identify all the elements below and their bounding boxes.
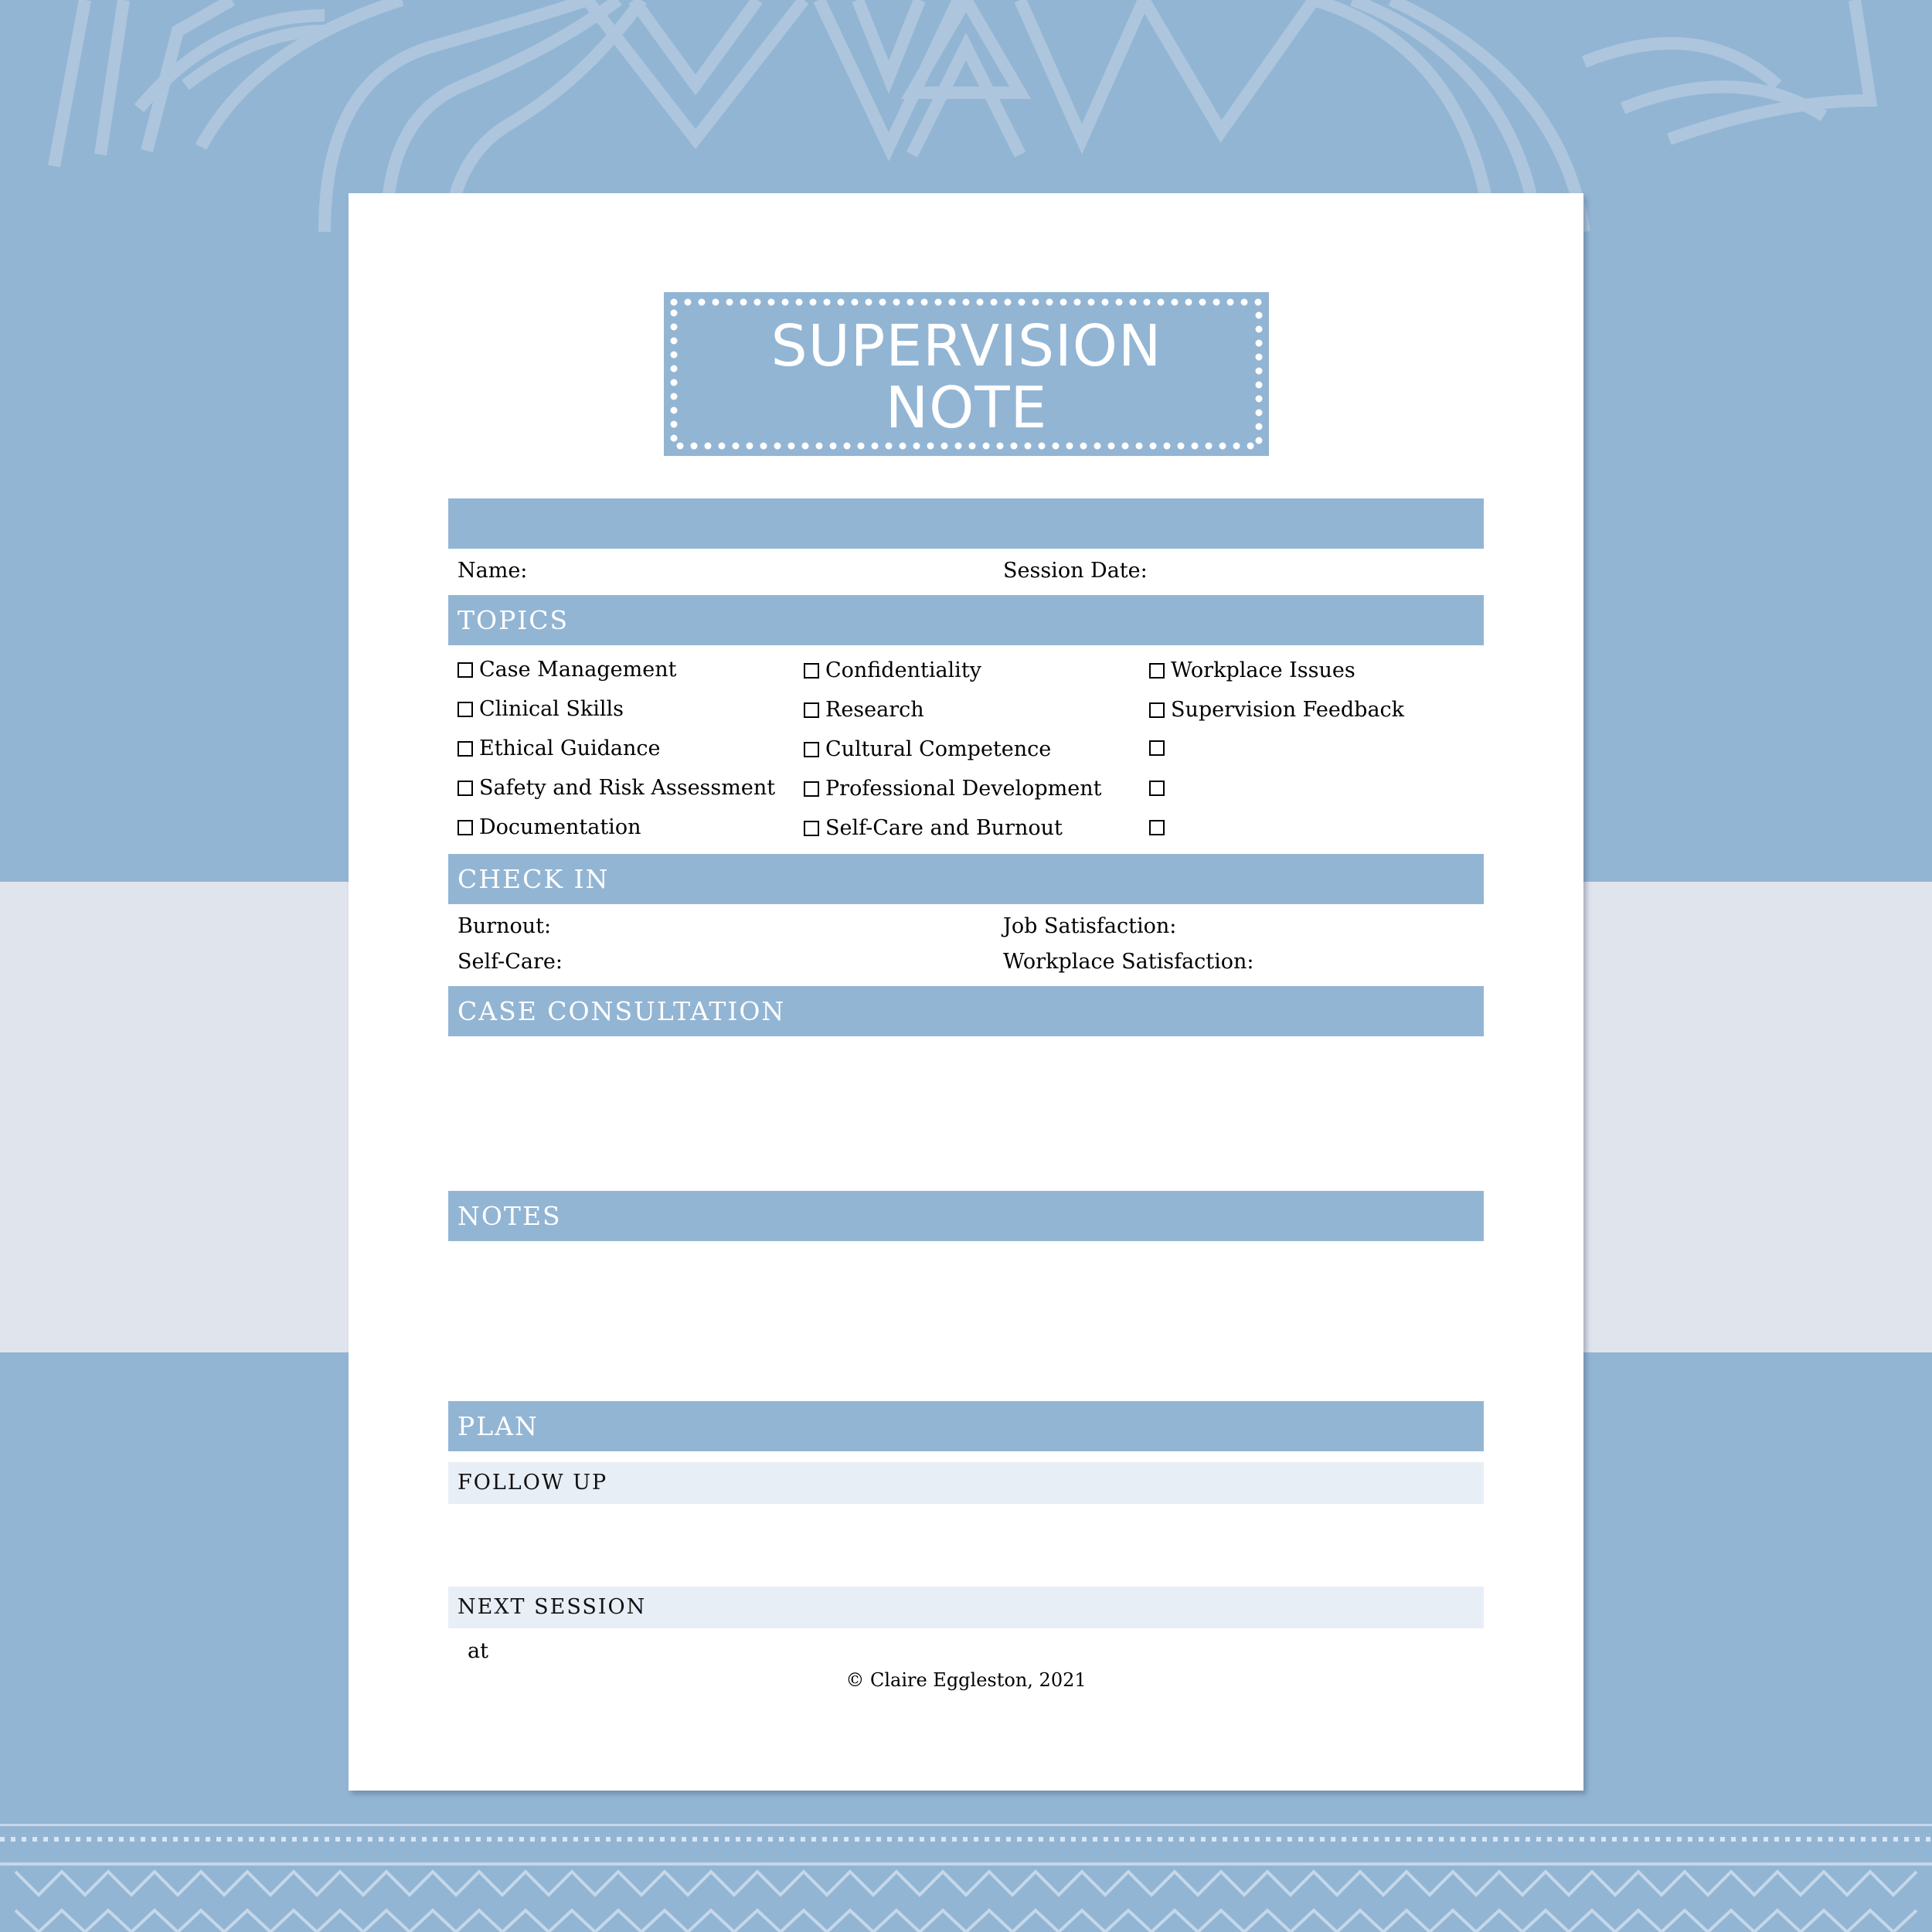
title-banner [664, 292, 1269, 456]
checkbox[interactable] [804, 821, 819, 836]
topic-research[interactable]: Research [804, 697, 924, 723]
checkbox[interactable] [1149, 702, 1165, 718]
checkbox[interactable] [457, 702, 473, 717]
follow-up-header: FOLLOW UP [448, 1462, 1484, 1504]
checkbox[interactable] [457, 781, 473, 796]
checkbox[interactable] [457, 820, 473, 835]
job-satisfaction-label: Job Satisfaction: [1003, 914, 1177, 938]
self-care-label: Self-Care: [457, 950, 563, 974]
checkbox[interactable] [457, 741, 473, 757]
case-consultation-header: CASE CONSULTATION [448, 986, 1484, 1036]
checkbox[interactable] [804, 663, 819, 679]
topics-header: TOPICS [448, 595, 1484, 645]
topic-confidentiality[interactable]: Confidentiality [804, 658, 981, 684]
checkbox[interactable] [804, 702, 819, 718]
workplace-satisfaction-label: Workplace Satisfaction: [1003, 950, 1254, 974]
title-line-1: SUPERVISION [770, 313, 1162, 379]
next-session-header: NEXT SESSION [448, 1587, 1484, 1628]
checkbox[interactable] [804, 742, 819, 757]
checkbox[interactable] [1149, 663, 1165, 679]
checkbox[interactable] [457, 662, 473, 678]
topic-safety-risk[interactable]: Safety and Risk Assessment [457, 775, 775, 801]
copyright-footer: © Claire Eggleston, 2021 [845, 1669, 1087, 1691]
title-line-2: NOTE [885, 375, 1048, 441]
topic-ethical-guidance[interactable]: Ethical Guidance [457, 736, 660, 762]
check-in-header: CHECK IN [448, 854, 1484, 904]
topic-documentation[interactable]: Documentation [457, 815, 641, 841]
topic-cultural-competence[interactable]: Cultural Competence [804, 736, 1051, 763]
document-page [349, 193, 1583, 1791]
topic-workplace-issues[interactable]: Workplace Issues [1149, 658, 1355, 684]
checkbox[interactable] [1149, 740, 1165, 756]
notes-header: NOTES [448, 1191, 1484, 1241]
plan-header: PLAN [448, 1401, 1484, 1451]
topic-self-care-burnout[interactable]: Self-Care and Burnout [804, 815, 1063, 842]
name-label: Name: [457, 559, 528, 583]
topic-professional-development[interactable]: Professional Development [804, 776, 1101, 802]
burnout-label: Burnout: [457, 914, 552, 938]
info-header-bar [448, 498, 1484, 549]
session-date-label: Session Date: [1003, 559, 1148, 583]
checkbox[interactable] [1149, 781, 1165, 796]
checkbox[interactable] [804, 781, 819, 797]
page-title [664, 315, 1269, 439]
checkbox[interactable] [1149, 820, 1165, 835]
topic-blank-2[interactable] [1149, 775, 1171, 801]
topic-blank-3[interactable] [1149, 815, 1171, 841]
decorative-border-strip [0, 1818, 1932, 1932]
topic-clinical-skills[interactable]: Clinical Skills [457, 696, 624, 723]
topic-case-management[interactable]: Case Management [457, 657, 677, 683]
topic-blank-1[interactable] [1149, 735, 1171, 761]
topic-supervision-feedback[interactable]: Supervision Feedback [1149, 697, 1404, 723]
next-session-at-label: at [468, 1639, 488, 1663]
